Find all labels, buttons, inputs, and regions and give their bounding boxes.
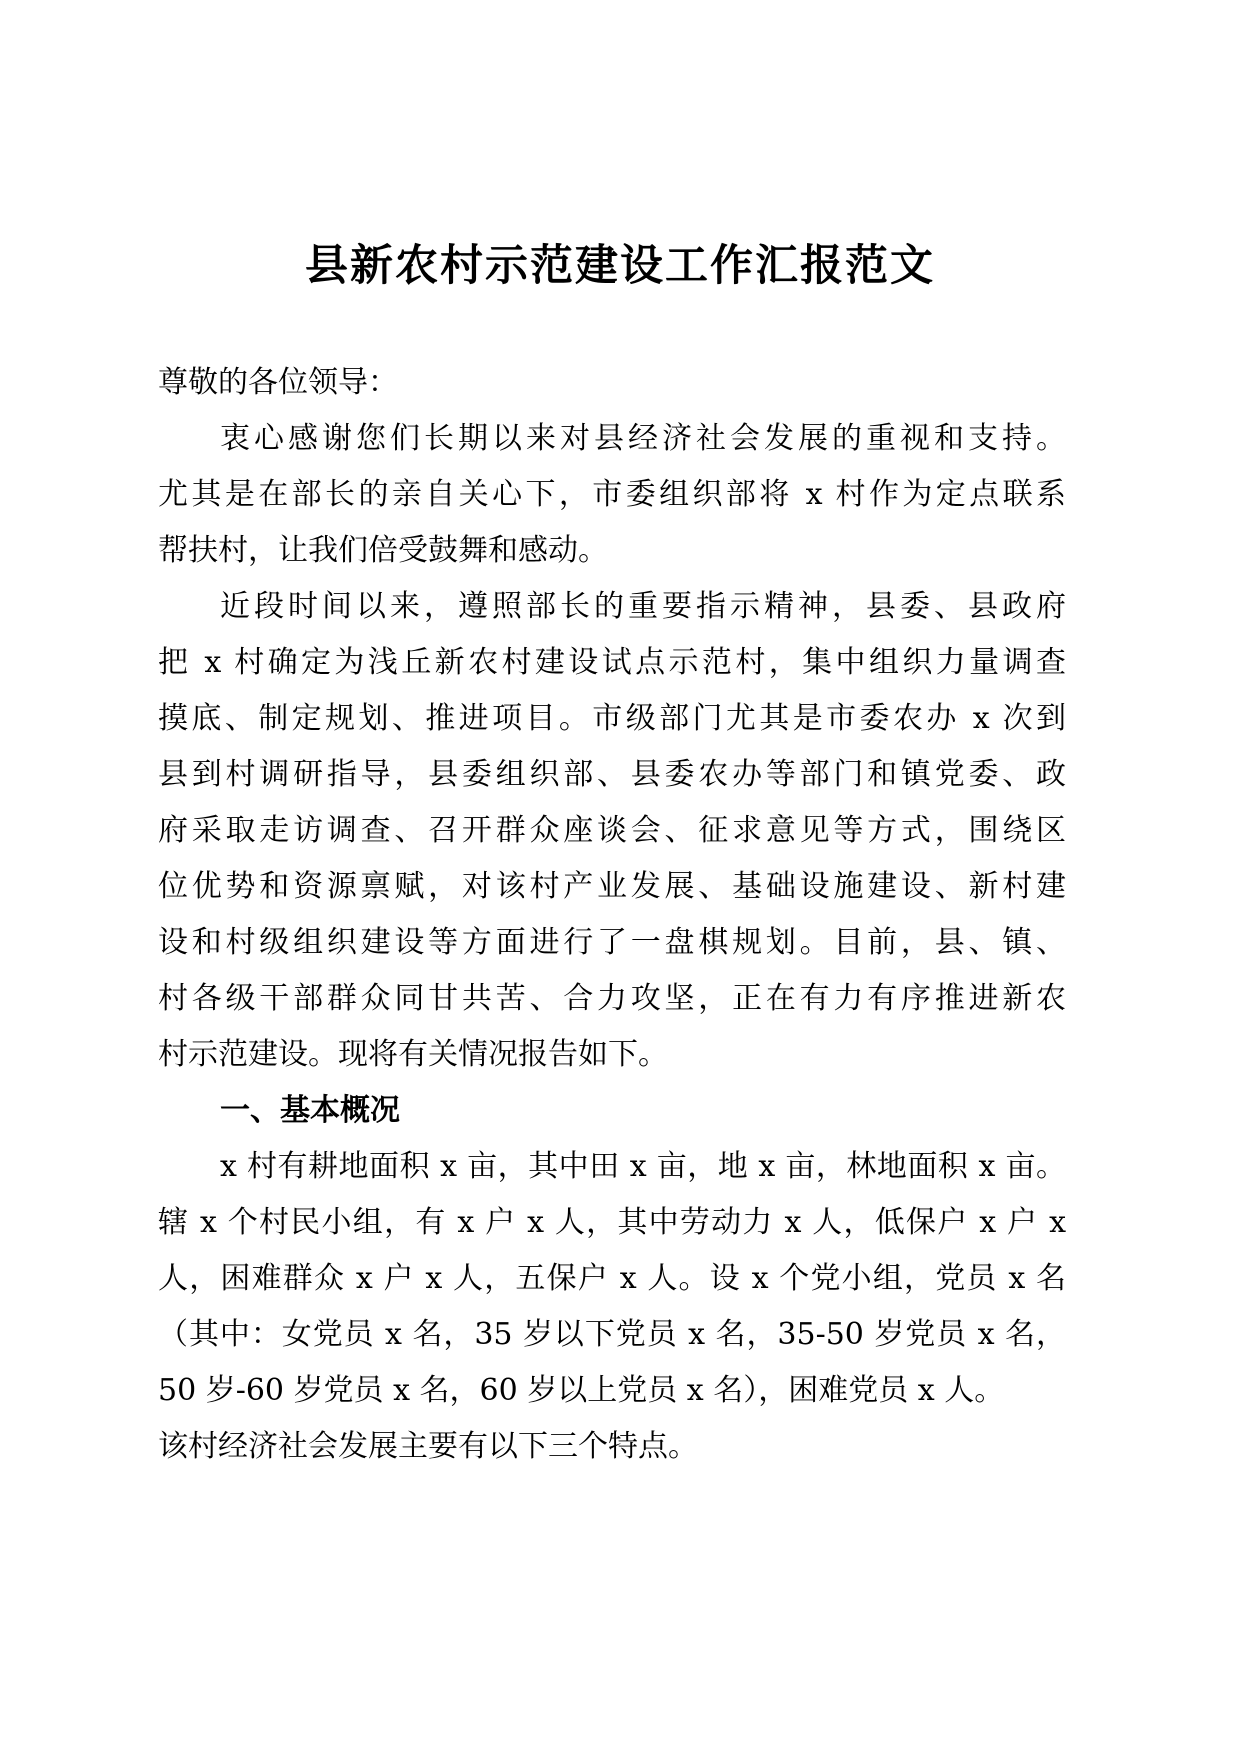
paragraph-3-line-5: 50 岁-60 岁党员 x 名，60 岁以上党员 x 名），困难党员 x 人。	[158, 1373, 1005, 1408]
paragraph-3-line-4: （其中：女党员 x 名，35 岁以下党员 x 名，35-50 岁党员 x 名，	[158, 1317, 1066, 1352]
document-title: 县新农村示范建设工作汇报范文	[305, 241, 935, 291]
greeting: 尊敬的各位领导：	[158, 365, 398, 400]
paragraph-2-line-4: 县到村调研指导，县委组织部、县委农办等部门和镇党委、政	[158, 757, 1066, 792]
paragraph-2-line-8: 村各级干部群众同甘共苦、合力攻坚，正在有力有序推进新农	[158, 981, 1066, 1016]
paragraph-3-line-2: 辖 x 个村民小组，有 x 户 x 人，其中劳动力 x 人，低保户 x 户 x	[158, 1205, 1066, 1240]
paragraph-2-line-6: 位优势和资源禀赋，对该村产业发展、基础设施建设、新村建	[158, 869, 1066, 904]
paragraph-2-line-5: 府采取走访调查、召开群众座谈会、征求意见等方式，围绕区	[158, 813, 1066, 848]
paragraph-1-line-2: 尤其是在部长的亲自关心下，市委组织部将 x 村作为定点联系	[158, 477, 1066, 512]
paragraph-3-line-6: 该村经济社会发展主要有以下三个特点。	[158, 1429, 698, 1464]
section-1-heading: 一、基本概况	[220, 1093, 400, 1128]
paragraph-3-line-1: x 村有耕地面积 x 亩，其中田 x 亩，地 x 亩，林地面积 x 亩。	[220, 1149, 1066, 1184]
paragraph-3-line-3: 人，困难群众 x 户 x 人，五保户 x 人。设 x 个党小组，党员 x 名	[158, 1261, 1066, 1296]
paragraph-2-line-9: 村示范建设。现将有关情况报告如下。	[158, 1037, 668, 1072]
paragraph-2-line-2: 把 x 村确定为浅丘新农村建设试点示范村，集中组织力量调查	[158, 645, 1066, 680]
paragraph-1-line-3: 帮扶村，让我们倍受鼓舞和感动。	[158, 533, 608, 568]
paragraph-2-line-7: 设和村级组织建设等方面进行了一盘棋规划。目前，县、镇、	[158, 925, 1066, 960]
paragraph-1-line-1: 衷心感谢您们长期以来对县经济社会发展的重视和支持。	[220, 421, 1066, 456]
paragraph-2-line-1: 近段时间以来，遵照部长的重要指示精神，县委、县政府	[220, 589, 1066, 624]
paragraph-2-line-3: 摸底、制定规划、推进项目。市级部门尤其是市委农办 x 次到	[158, 701, 1066, 736]
